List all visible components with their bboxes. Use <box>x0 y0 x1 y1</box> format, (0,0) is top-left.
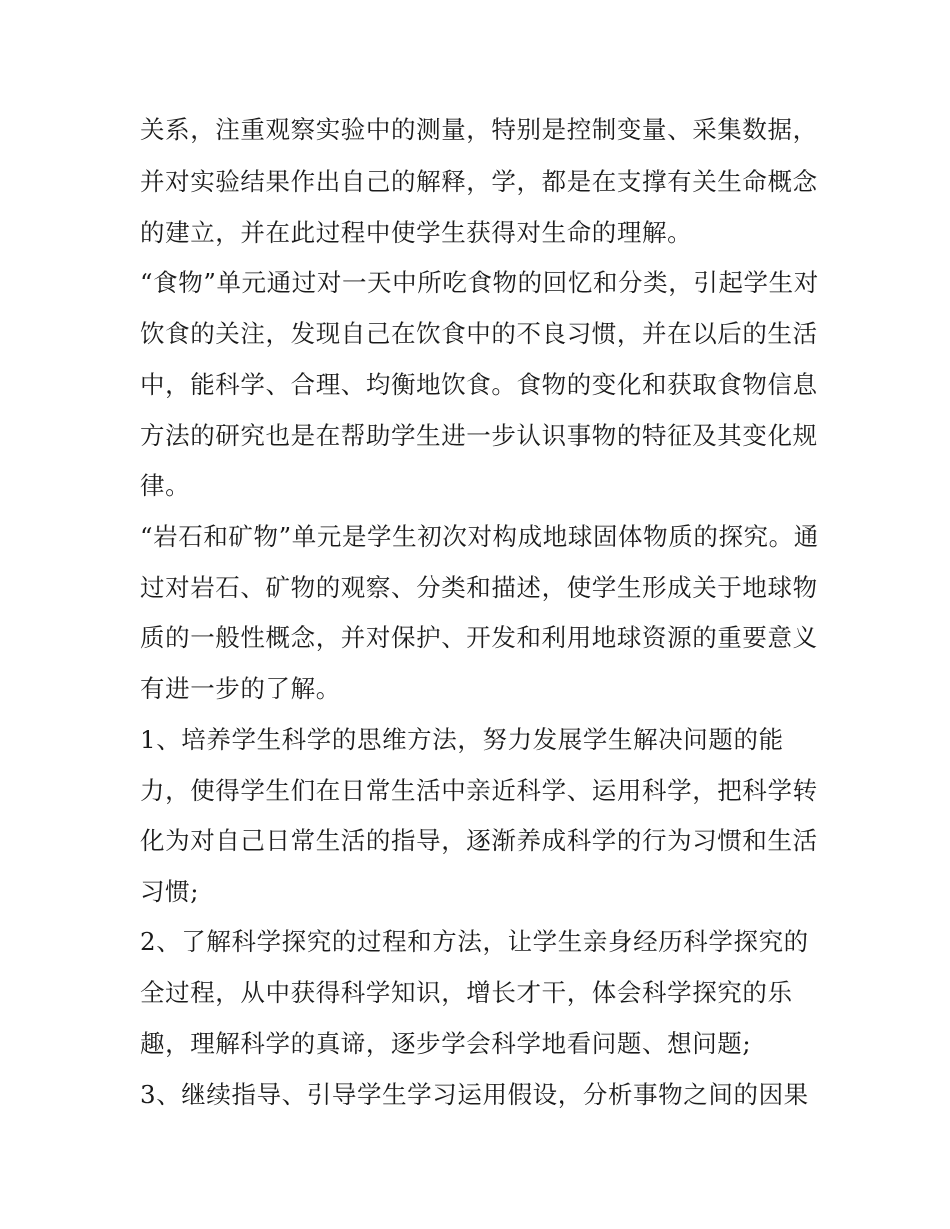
text-line: 饮食的关注，发现自己在饮食中的不良习惯，并在以后的生活 <box>140 319 818 348</box>
text-line: 并对实验结果作出自己的解释，学，都是在支撑有关生命概念 <box>140 167 818 196</box>
text-line: 趣，理解科学的真谛，逐步学会科学地看问题、想问题; <box>140 1029 752 1058</box>
text-line: 1、培养学生科学的思维方法，努力发展学生解决问题的能 <box>140 725 784 754</box>
text-line: 质的一般性概念，并对保护、开发和利用地球资源的重要意义 <box>140 623 818 652</box>
text-line: 力，使得学生们在日常生活中亲近科学、运用科学，把科学转 <box>140 776 818 805</box>
text-line: “岩石和矿物”单元是学生初次对构成地球固体物质的探究。通 <box>140 522 819 551</box>
text-line: 方法的研究也是在帮助学生进一步认识事物的特征及其变化规 <box>140 421 818 450</box>
text-line: 有进一步的了解。 <box>140 674 341 703</box>
text-line: 3、继续指导、引导学生学习运用假设，分析事物之间的因果 <box>140 1080 809 1109</box>
text-line: 全过程，从中获得科学知识，增长才干，体会科学探究的乐 <box>140 978 793 1007</box>
text-line: 关系，注重观察实验中的测量，特别是控制变量、采集数据， <box>140 115 818 144</box>
text-line: 习惯; <box>140 877 200 906</box>
text-line: 过对岩石、矿物的观察、分类和描述，使学生形成关于地球物 <box>140 573 818 602</box>
text-line: 2、了解科学探究的过程和方法，让学生亲身经历科学探究的 <box>140 927 809 956</box>
text-line: 律。 <box>140 471 191 500</box>
text-line: 化为对自己日常生活的指导，逐渐养成科学的行为习惯和生活 <box>140 826 818 855</box>
text-line: 中，能科学、合理、均衡地饮食。食物的变化和获取食物信息 <box>140 370 818 399</box>
text-line: 的建立，并在此过程中使学生获得对生命的理解。 <box>140 218 693 247</box>
text-line: “食物”单元通过对一天中所吃食物的回忆和分类，引起学生对 <box>140 268 819 297</box>
